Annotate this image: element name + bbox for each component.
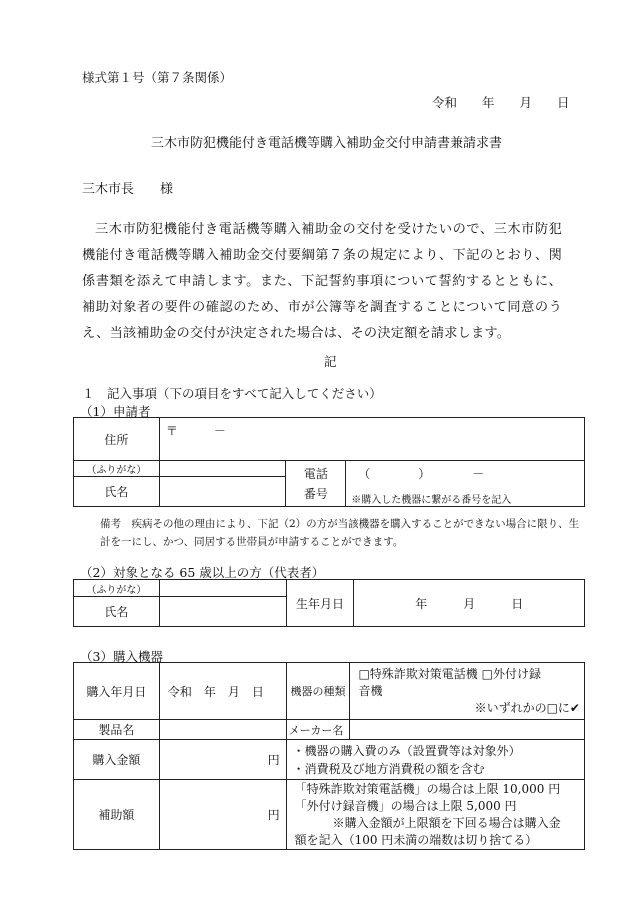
applicant-table [73, 417, 585, 507]
amount-field[interactable]: 円 [159, 740, 286, 780]
address-label: 住所 [74, 418, 160, 461]
purchase-date-label: 購入年月日 [74, 663, 160, 720]
elderly-furigana-label: （ふりがな） [74, 580, 160, 597]
addressee: 三木市長 様 [82, 182, 174, 197]
maker-field[interactable] [350, 720, 585, 740]
birth-field[interactable]: 年 月 日 [354, 580, 585, 627]
birth-label: 生年月日 [286, 580, 354, 627]
phone-label: 電話 番号 [286, 461, 346, 507]
device-type-field[interactable]: □特殊詐欺対策電話機 □外付け録 音機 ※いずれかの□に✔ [350, 663, 585, 720]
elderly-heading: （2）対象となる 65 歳以上の方（代表者） [80, 565, 325, 580]
maker-label: メーカー名 [286, 720, 350, 740]
elderly-table [73, 579, 585, 627]
applicant-heading: （1）申請者 [80, 404, 151, 419]
ki-heading: 記 [324, 354, 337, 369]
form-number: 様式第１号（第７条関係） [82, 70, 233, 85]
applicant-furigana-label: （ふりがな） [74, 461, 160, 477]
applicant-name-label: 氏名 [74, 477, 160, 507]
applicant-name-field[interactable] [159, 477, 286, 507]
product-field[interactable] [159, 720, 286, 740]
date-line: 令和 年 月 日 [432, 95, 570, 110]
subsidy-label: 補助額 [74, 780, 160, 850]
elderly-name-label: 氏名 [74, 597, 160, 627]
phone-note: ※購入した機器に繋がる番号を記入 [351, 495, 512, 506]
device-type-note: ※いずれかの□に✔ [474, 700, 580, 715]
subsidy-notes: 「特殊詐欺対策電話機」の場合は上限 10,000 円 「外付け録音機」の場合は上限 5,000 円 ※購入金額が上限額を下回る場合は購入金 額を記入（100 円未満の端数は切り捨てる） [286, 780, 584, 850]
subsidy-field[interactable]: 円 [159, 780, 286, 850]
elderly-furigana-field[interactable] [159, 580, 286, 597]
applicant-furigana-field[interactable] [159, 461, 286, 477]
purchase-date-field[interactable]: 令和 年 月 日 [159, 663, 286, 720]
amount-label: 購入金額 [74, 740, 160, 780]
amount-notes: ・機器の購入費のみ（設置費等は対象外） ・消費税及び地方消費税の額を含む [286, 740, 584, 780]
device-type-options: □特殊詐欺対策電話機 □外付け録 [358, 666, 541, 681]
elderly-name-field[interactable] [159, 597, 286, 627]
section1-title: １ 記入事項（下の項目をすべて記入してください） [82, 386, 382, 401]
body-paragraph: 三木市防犯機能付き電話機等購入補助金の交付を受けたいので、三木市防犯機能付き電話機等購入補助金交付要綱第７条の規定により、下記のとおり、関係書類を添えて申請します。また、下記誓約事項について誓約するとともに、補助対象者の要件の確認のため、市が公簿等を調査することについて同意のうえ、当該補助金の交付が決定された場合は、その決定額を請求します。 [82, 222, 562, 341]
address-field[interactable]: 〒 － [159, 418, 584, 461]
document-title: 三木市防犯機能付き電話機等購入補助金交付申請書兼請求書 [151, 136, 503, 151]
device-table [73, 662, 585, 850]
remark: 備考 疾病その他の理由により、下記（2）の方が当該機器を購入することができない場合に限り、生計を一にし、かつ、同居する世帯員が申請することができます。 [100, 518, 580, 548]
phone-field[interactable]: （ ） － ※購入した機器に繋がる番号を記入 [346, 461, 585, 507]
device-type-label: 機器の種類 [286, 663, 350, 720]
device-heading: （3）購入機器 [80, 649, 163, 664]
product-label: 製品名 [74, 720, 160, 740]
